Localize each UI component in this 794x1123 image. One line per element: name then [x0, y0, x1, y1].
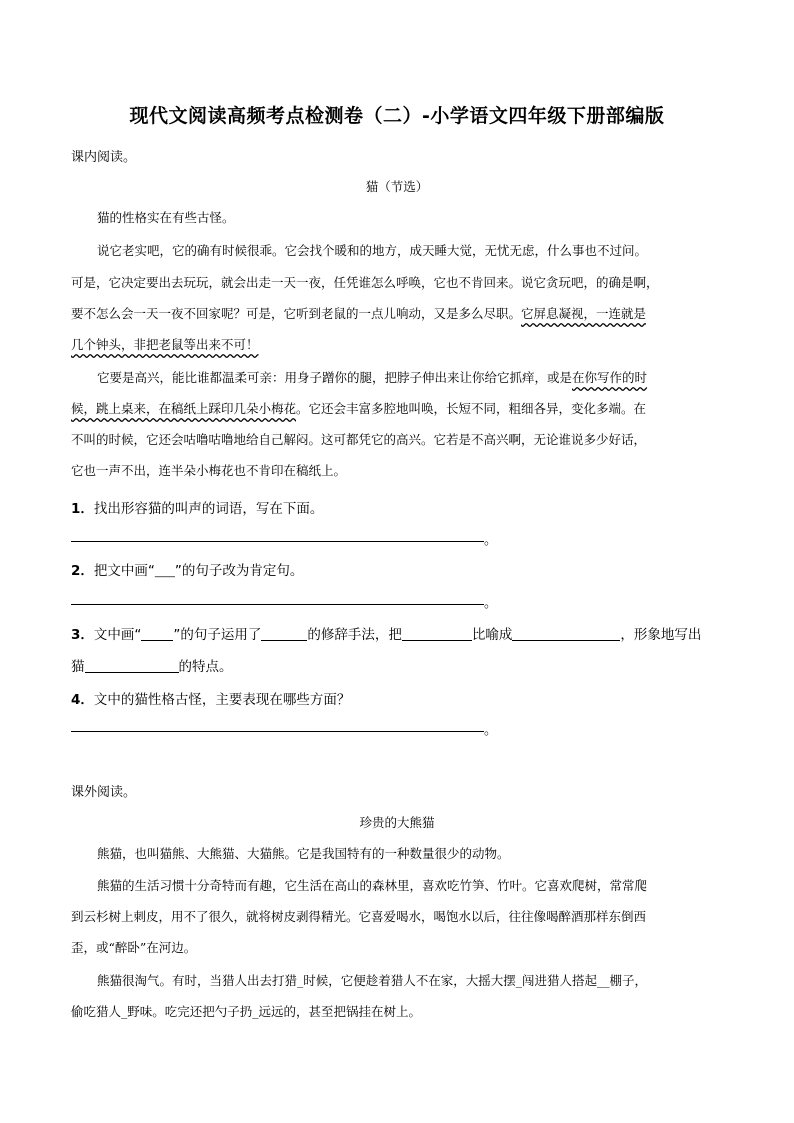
question-text: 文中画“ — [93, 627, 142, 643]
underlined-phrase: 在你写作的时 — [572, 370, 648, 385]
period-mark: 。 — [484, 723, 498, 738]
question-text: 比喻成 — [471, 627, 513, 643]
panda-paragraph-3-line-2: 偷吃猎人_野味。吃完还把勺子扔_远远的，甚至把锅挂在树上。 — [71, 1004, 422, 1019]
panda-paragraph-2-line-2: 到云杉树上刺皮，用不了很久，就将树皮剥得精光。它喜爱喝水，喝饱水以后，往往像喝醉酒那样东倒西 — [71, 909, 647, 924]
cat-paragraph-2-line-2: 可是，它决定要出去玩玩，就会出走一天一夜，任凭谁怎么呼唤，它也不肯回来。说它贪玩吧，的确是啊， — [71, 275, 659, 290]
question-4 — [71, 688, 350, 708]
question-text: 的特点。 — [178, 659, 233, 675]
passage-heading-cat: 猫（节选） — [365, 179, 429, 194]
underlined-sentence: 它屏息凝视，一连就是 — [521, 306, 647, 321]
question-text: 猫 — [71, 659, 85, 675]
cat-paragraph-3-line-1 — [71, 362, 747, 393]
underlined-sentence-end: 几个钟头，非把老鼠等出来不可！ — [71, 337, 259, 352]
cat-paragraph-2-line-4 — [71, 329, 721, 360]
answer-line-2[interactable] — [71, 604, 484, 605]
question-text: ”的句子运用了 — [173, 627, 262, 643]
question-3 — [71, 623, 701, 643]
cat-paragraph-3-line-2 — [71, 393, 721, 424]
answer-line-4[interactable] — [71, 731, 484, 732]
question-text: 找出形容猫的叫声的词语，写在下面。 — [93, 501, 324, 517]
question-text: 把文中画“ — [93, 563, 155, 579]
underlined-phrase-end: 候，跳上桌来，在稿纸上踩印几朵小梅花 — [71, 401, 297, 416]
question-number: 1． — [71, 501, 94, 517]
blank-mark — [141, 639, 173, 641]
blank-subject[interactable] — [402, 639, 472, 641]
answer-line-1[interactable] — [71, 541, 484, 542]
page-title: 现代文阅读高频考点检测卷（二）-小学语文四年级下册部编版 — [129, 105, 665, 127]
section-label-extra-reading: 课外阅读。 — [71, 785, 137, 800]
text-segment: 。它还会丰富多腔地叫唤，长短不同，粗细各异，变化多端。在 — [296, 401, 647, 416]
question-text: 文中的猫性格古怪，主要表现在哪些方面？ — [93, 692, 351, 708]
question-2 — [71, 559, 303, 579]
question-text: ”的句子改为肯定句。 — [174, 563, 304, 579]
passage-heading-panda: 珍贵的大熊猫 — [359, 815, 435, 830]
cat-paragraph-3-line-3: 不叫的时候，它还会咕噜咕噜地给自己解闷。这可都凭它的高兴。它若是不高兴啊，无论谁说多少好话， — [71, 432, 647, 447]
cat-paragraph-2-line-3 — [71, 298, 721, 329]
blank-rhetoric[interactable] — [261, 639, 307, 641]
section-label-in-class: 课内阅读。 — [71, 150, 137, 165]
question-number: 2． — [71, 563, 94, 579]
text-segment: 要不怎么会一天一夜不回家呢？可是，它听到老鼠的一点儿响动，又是多么尽职。 — [71, 306, 522, 321]
question-3-line-2 — [71, 655, 233, 675]
question-text: ，形象地写出 — [620, 627, 702, 643]
period-mark: 。 — [484, 533, 498, 548]
cat-paragraph-3-line-4: 它也一声不出，连半朵小梅花也不肯印在稿纸上。 — [71, 463, 347, 478]
panda-paragraph-1: 熊猫，也叫猫熊、大熊猫、大猫熊。它是我国特有的一种数量很少的动物。 — [97, 846, 510, 861]
question-1 — [71, 497, 323, 517]
question-text: 的修辞手法，把 — [307, 627, 402, 643]
period-mark: 。 — [484, 596, 498, 611]
blank-trait[interactable] — [85, 671, 179, 673]
cat-paragraph-1: 猫的性格实在有些古怪。 — [97, 210, 235, 225]
question-number: 3． — [71, 627, 94, 643]
panda-paragraph-2-line-1: 熊猫的生活习惯十分奇特而有趣，它生活在高山的森林里，喜欢吃竹笋、竹叶。它喜欢爬树，常常爬 — [97, 878, 648, 893]
blank-object[interactable] — [512, 639, 620, 641]
wavy-mark: ____ — [154, 567, 175, 578]
cat-paragraph-2-line-1: 说它老实吧，它的确有时候很乖。它会找个暖和的地方，成天睡大觉，无忧无虑，什么事也不过问。 — [97, 243, 648, 258]
text-segment: 它要是高兴，能比谁都温柔可亲：用身子蹭你的腿，把脖子伸出来让你给它抓痒，或是 — [97, 370, 573, 385]
panda-paragraph-3-line-1: 熊猫很淘气。有时，当猎人出去打猎_时候，它便趁着猎人不在家，大摇大摆_闯进猎人搭起__棚子， — [97, 973, 648, 988]
panda-paragraph-2-line-3: 歪，或“醉卧”在河边。 — [71, 940, 197, 955]
question-number: 4． — [71, 692, 94, 708]
